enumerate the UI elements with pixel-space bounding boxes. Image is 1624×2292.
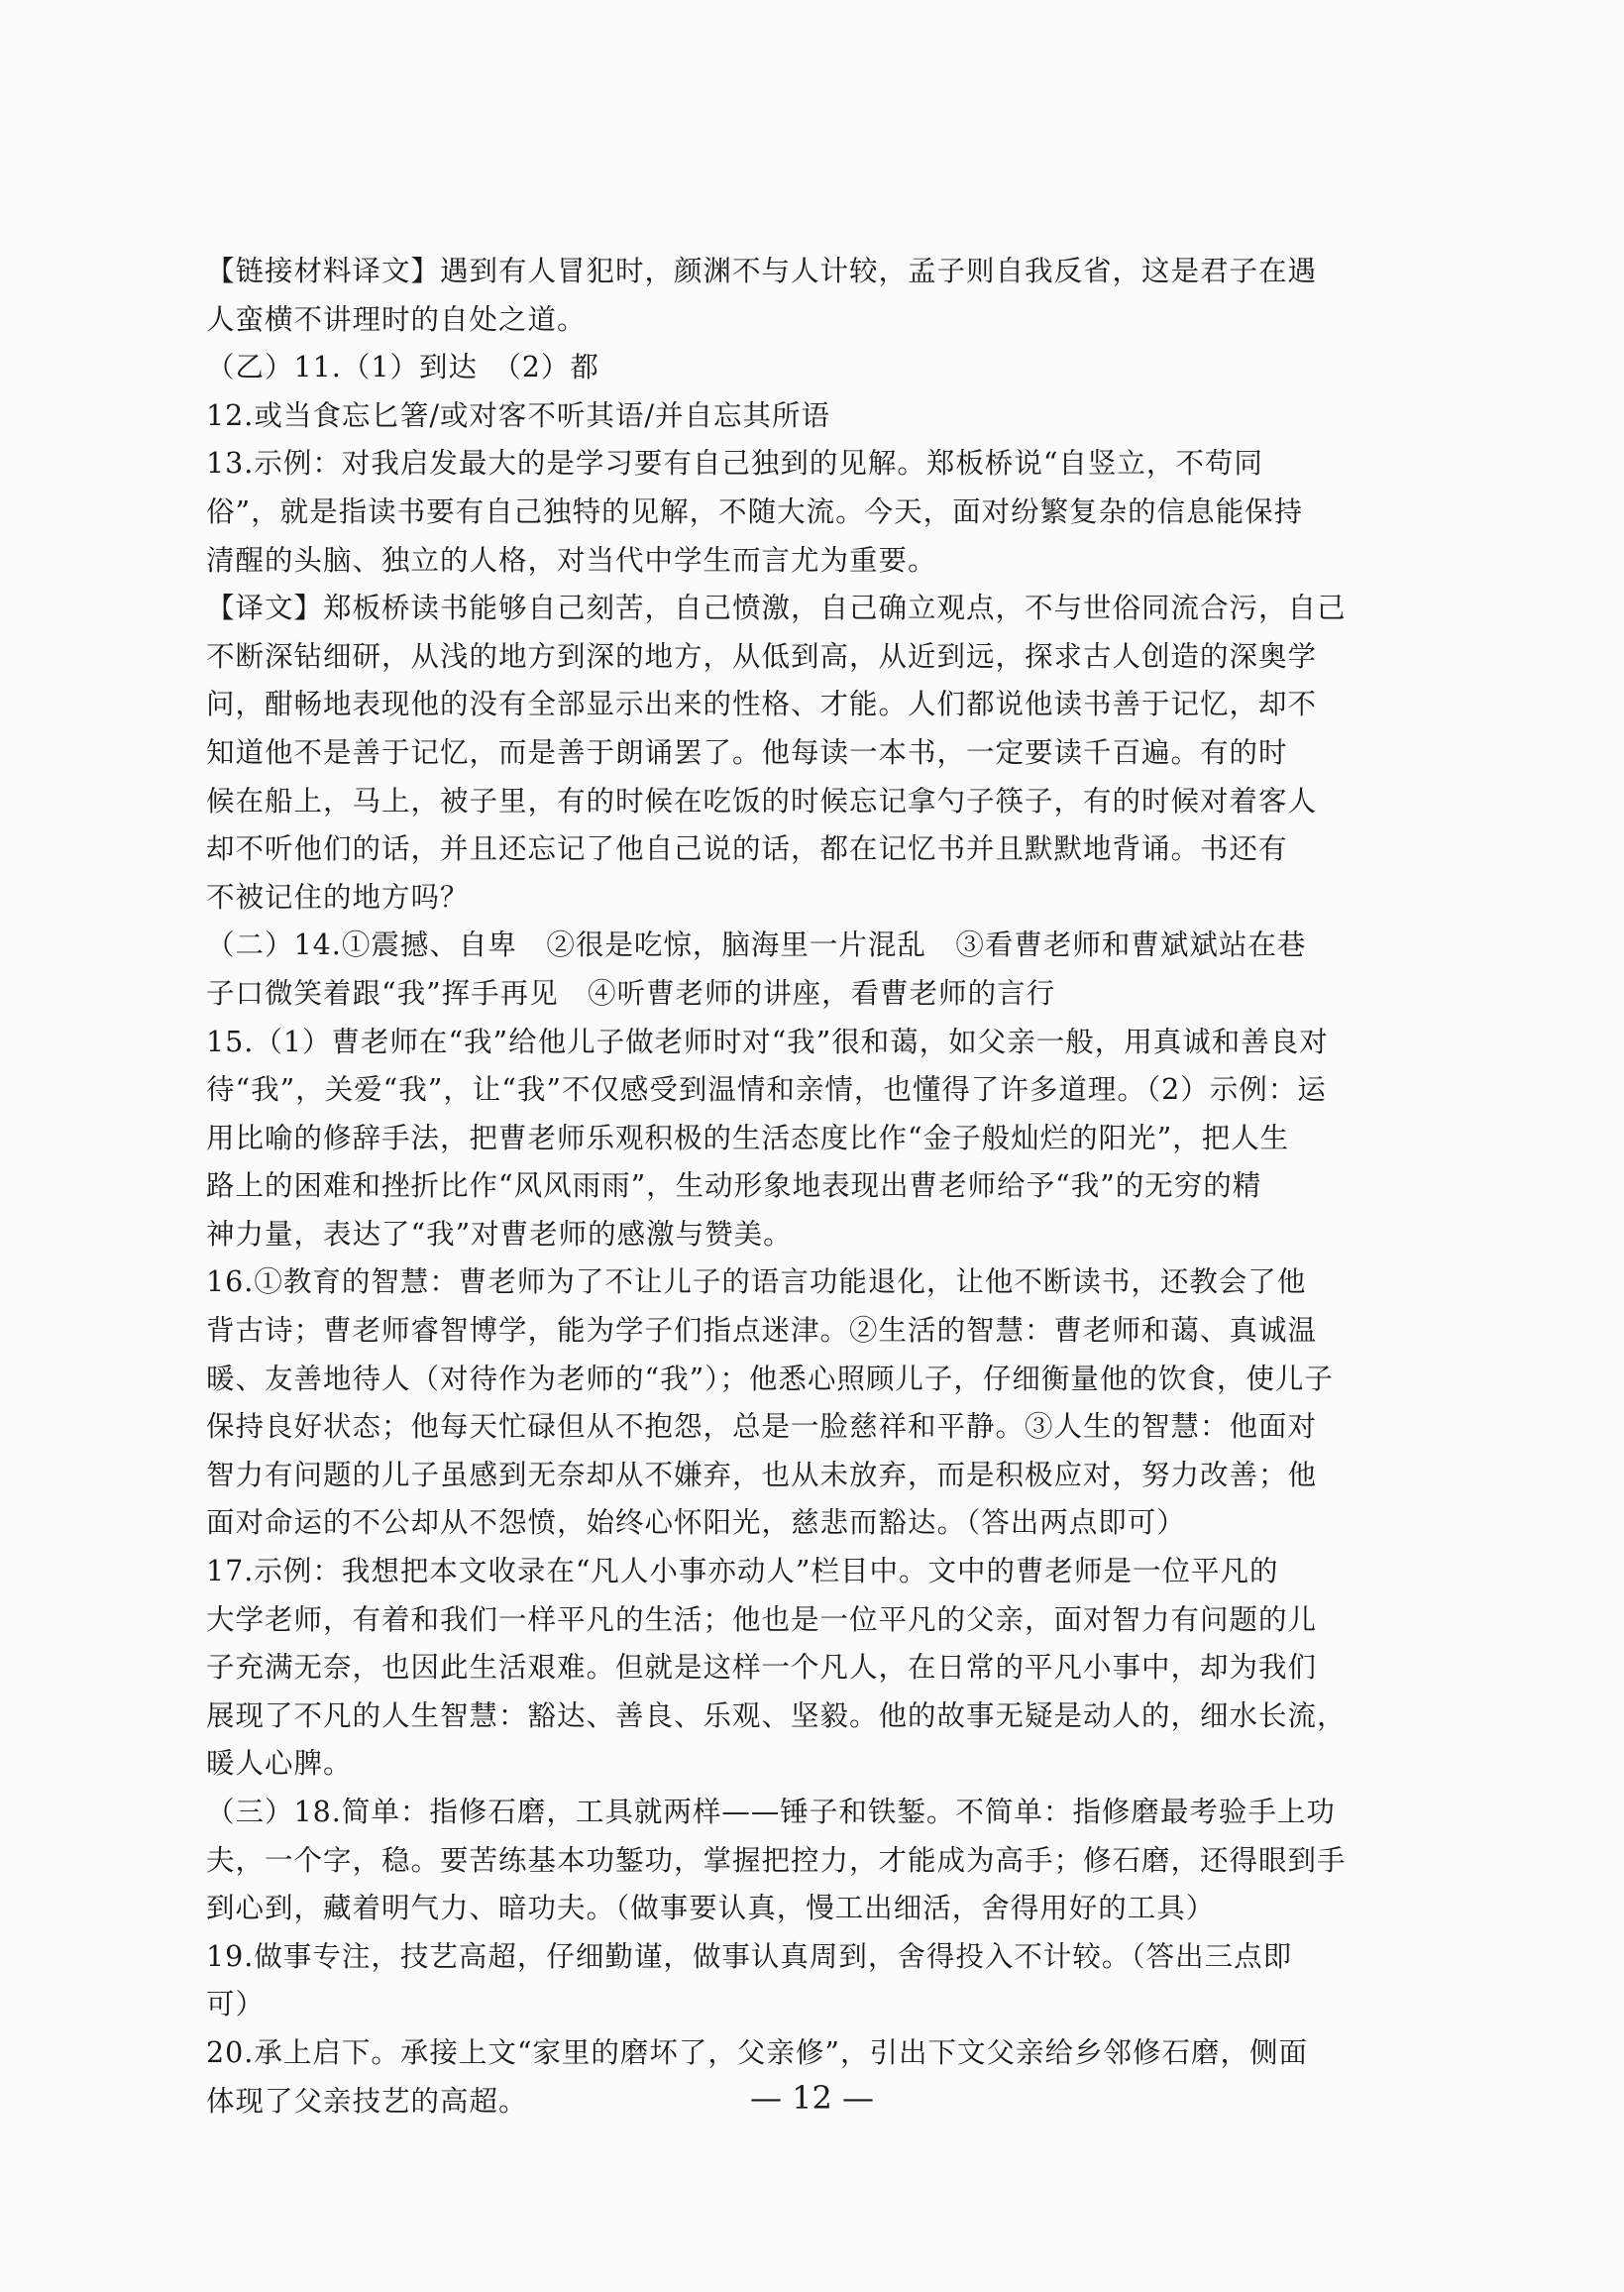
text-line: 不断深钻细研，从浅的地方到深的地方，从低到高，从近到远，探求古人创造的深奥学 xyxy=(206,639,1318,673)
text-line: （二）14.①震撼、自卑 ②很是吃惊，脑海里一片混乱 ③看曹老师和曹斌斌站在巷 xyxy=(206,928,1307,962)
text-line: 人蛮横不讲理时的自处之道。 xyxy=(206,302,587,336)
text-line: 候在船上，马上，被子里，有的时候在吃饭的时候忘记拿勺子筷子，有的时候对着客人 xyxy=(206,784,1318,818)
text-line: 17.示例：我想把本文收录在“凡人小事亦动人”栏目中。文中的曹老师是一位平凡的 xyxy=(206,1555,1279,1588)
text-line: 俗”，就是指读书要有自己独特的见解，不随大流。今天，面对纷繁复杂的信息能保持 xyxy=(206,494,1304,528)
text-line: 却不听他们的话，并且还忘记了他自己说的话，都在记忆书并且默默地背诵。书还有 xyxy=(206,832,1288,866)
text-line: 暖、友善地待人（对待作为老师的“我”）；他悉心照顾儿子，仔细衡量他的饮食，使儿子 xyxy=(206,1362,1334,1395)
text-line: 13.示例：对我启发最大的是学习要有自己独到的见解。郑板桥说“自竖立，不苟同 xyxy=(206,447,1263,481)
answer-text-body xyxy=(206,248,1355,2126)
text-line: 20.承上启下。承接上文“家里的磨坏了，父亲修”，引出下文父亲给乡邻修石磨，侧面 xyxy=(206,2035,1308,2069)
text-line: 夫，一个字，稳。要苦练基本功錾功，掌握把控力，才能成为高手；修石磨，还得眼到手 xyxy=(206,1843,1347,1877)
text-line: （三）18.简单：指修石磨，工具就两样——锤子和铁錾。不简单：指修磨最考验手上功 xyxy=(206,1796,1336,1828)
text-line: 12.或当食忘匕箸/或对客不听其语/并自忘其所语 xyxy=(206,398,831,432)
text-line: 【译文】郑板桥读书能够自己刻苦，自己愤激，自己确立观点，不与世俗同流合污，自己 xyxy=(206,592,1347,625)
text-line: 子充满无奈，也因此生活艰难。但就是这样一个凡人，在日常的平凡小事中，却为我们 xyxy=(206,1651,1318,1685)
page-number: — 12 — xyxy=(749,2079,875,2117)
text-line: 暖人心脾。 xyxy=(206,1747,353,1781)
text-line: 可） xyxy=(206,1988,266,2021)
text-line: （乙）11.（1）到达 （2）都 xyxy=(206,351,599,384)
text-line: 知道他不是善于记忆，而是善于朗诵罢了。他每读一本书，一定要读千百遍。有的时 xyxy=(206,735,1288,769)
text-line: 【链接材料译文】遇到有人冒犯时，颜渊不与人计较，孟子则自我反省，这是君子在遇 xyxy=(206,255,1318,287)
text-line: 子口微笑着跟“我”挥手再见 ④听曹老师的讲座，看曹老师的言行 xyxy=(206,976,1056,1010)
text-line: 清醒的头脑、独立的人格，对当代中学生而言尤为重要。 xyxy=(206,543,937,577)
text-line: 用比喻的修辞手法，把曹老师乐观积极的生活态度比作“金子般灿烂的阳光”，把人生 xyxy=(206,1121,1290,1154)
text-line: 神力量，表达了“我”对曹老师的感激与赞美。 xyxy=(206,1217,793,1251)
text-line: 15.（1）曹老师在“我”给他儿子做老师时对“我”很和蔼，如父亲一般，用真诚和善良对 xyxy=(206,1025,1329,1058)
text-line: 背古诗；曹老师睿智博学，能为学子们指点迷津。②生活的智慧：曹老师和蔼、真诚温 xyxy=(206,1314,1318,1348)
text-line: 不被记住的地方吗？ xyxy=(206,880,470,914)
text-line: 路上的困难和挫折比作“风风雨雨”，生动形象地表现出曹老师给予“我”的无穷的精 xyxy=(206,1169,1262,1203)
text-line: 面对命运的不公却从不怨愤，始终心怀阳光，慈悲而豁达。（答出两点即可） xyxy=(206,1506,1186,1540)
text-line: 19.做事专注，技艺高超，仔细勤谨，做事认真周到，舍得投入不计较。（答出三点即 xyxy=(206,1939,1293,1973)
text-line: 体现了父亲技艺的高超。 xyxy=(206,2084,528,2118)
text-line: 大学老师，有着和我们一样平凡的生活；他也是一位平凡的父亲，面对智力有问题的儿 xyxy=(206,1602,1318,1636)
text-line: 保持良好状态；他每天忙碌但从不抱怨，总是一脸慈祥和平静。③人生的智慧：他面对 xyxy=(206,1410,1318,1444)
text-line: 展现了不凡的人生智慧：豁达、善良、乐观、坚毅。他的故事无疑是动人的，细水长流， xyxy=(206,1698,1347,1732)
text-line: 智力有问题的儿子虽感到无奈却从不嫌弃，也从未放弃，而是积极应对，努力改善；他 xyxy=(206,1458,1318,1491)
text-line: 待“我”，关爱“我”，让“我”不仅感受到温情和亲情，也懂得了许多道理。（2）示例：运 xyxy=(206,1073,1327,1107)
text-line: 问，酣畅地表现他的没有全部显示出来的性格、才能。人们都说他读书善于记忆，却不 xyxy=(206,688,1318,721)
text-line: 到心到，藏着明气力、暗功夫。（做事要认真，慢工出细活，舍得用好的工具） xyxy=(206,1892,1216,1925)
text-line: 16.①教育的智慧：曹老师为了不让儿子的语言功能退化，让他不断读书，还教会了他 xyxy=(206,1265,1307,1299)
